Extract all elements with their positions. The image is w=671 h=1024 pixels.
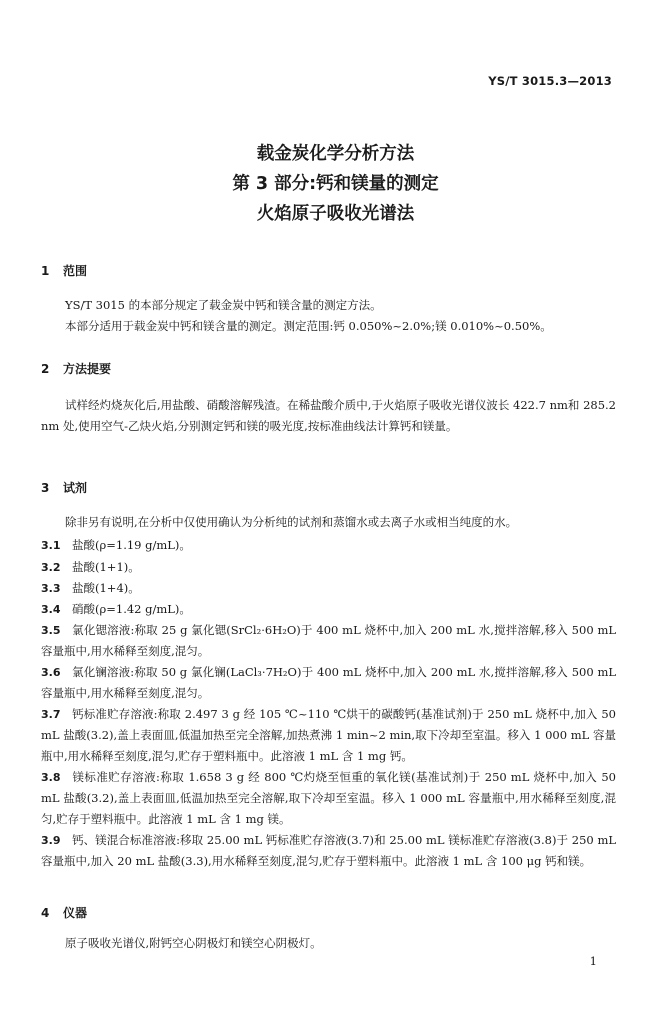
section-title: 仪器 (63, 906, 88, 920)
section-title: 方法提要 (63, 362, 112, 376)
section-3-paragraph-1: 除非另有说明,在分析中仅使用确认为分析纯的试剂和蒸馏水或去离子水或相当纯度的水。 (65, 515, 518, 529)
list-item-3-5: 3.5 氯化锶溶液:称取 25 g 氯化锶(SrCl₂·6H₂O)于 400 mL 烧杯中,加入 200 mL 水,搅拌溶解,移入 500 mL 容量瓶中,用水稀释至刻度,混匀。 (41, 623, 616, 658)
standard-code: YS/T 3015.3—2013 (488, 74, 612, 88)
section-title: 试剂 (63, 481, 88, 495)
section-number: 4 (41, 906, 50, 920)
list-item-3-9: 3.9 钙、镁混合标准溶液:移取 25.00 mL 钙标准贮存溶液(3.7)和 25.00 mL 镁标准贮存溶液(3.8)于 250 mL 容量瓶中,加入 20 mL 盐酸(3.3),用水稀释至刻度,混匀,贮存于塑料瓶中。此溶液 1 mL 含 100 μg 钙和镁。 (41, 833, 616, 868)
title-line-1: 载金炭化学分析方法 (256, 144, 415, 164)
list-item-3-8: 3.8 镁标准贮存溶液:称取 1.658 3 g 经 800 ℃灼烧至恒重的氧化镁(基准试剂)于 250 mL 烧杯中,加入 50 mL 盐酸(3.2),盖上表面皿,低温加热至完全溶解,取下冷却至室温。移入 1 000 mL 容量瓶中,用水稀释至刻度,混匀,贮存于塑料瓶中。此溶液 1 mL 含 1 mg 镁。 (41, 770, 616, 826)
section-1-paragraph-1: YS/T 3015 的本部分规定了载金炭中钙和镁含量的测定方法。 (65, 298, 382, 312)
section-1-heading (41, 262, 87, 279)
section-2-heading (41, 360, 111, 377)
list-item-3-6: 3.6 氯化镧溶液:称取 50 g 氯化镧(LaCl₃·7H₂O)于 400 mL 烧杯中,加入 200 mL 水,搅拌溶解,移入 500 mL 容量瓶中,用水稀释至刻度,混匀。 (41, 665, 616, 700)
section-4-heading (41, 904, 87, 921)
list-item-3-1: 3.1 盐酸(ρ=1.19 g/mL)。 (41, 538, 191, 552)
section-4-paragraph-1: 原子吸收光谱仪,附钙空心阴极灯和镁空心阴极灯。 (65, 936, 322, 950)
section-number: 3 (41, 481, 50, 495)
section-3-heading (41, 479, 87, 496)
page-number: 1 (589, 954, 597, 968)
title-line-2: 第 3 部分:钙和镁量的测定 (232, 174, 439, 194)
section-number: 1 (41, 264, 50, 278)
section-2-paragraph-1: 试样经灼烧灰化后,用盐酸、硝酸溶解残渣。在稀盐酸介质中,于火焰原子吸收光谱仪波长 422.7 nm和 285.2 nm 处,使用空气-乙炔火焰,分别测定钙和镁的吸光度,按标准曲线法计算钙和镁量。 (41, 398, 616, 433)
list-item-3-2: 3.2 盐酸(1+1)。 (41, 560, 140, 574)
section-number: 2 (41, 362, 50, 376)
title-line-3: 火焰原子吸收光谱法 (256, 204, 415, 224)
section-1-paragraph-2: 本部分适用于载金炭中钙和镁含量的测定。测定范围:钙 0.050%~2.0%;镁 0.010%~0.50%。 (65, 319, 552, 333)
list-item-3-4: 3.4 硝酸(ρ=1.42 g/mL)。 (41, 602, 191, 616)
list-item-3-7: 3.7 钙标准贮存溶液:称取 2.497 3 g 经 105 ℃~110 ℃烘干的碳酸钙(基准试剂)于 250 mL 烧杯中,加入 50 mL 盐酸(3.2),盖上表面皿,低温加热至完全溶解,加热煮沸 1 min~2 min,取下冷却至室温。移入 1 000 mL 容量瓶中,用水稀释至刻度,混匀,贮存于塑料瓶中。此溶液 1 mL 含 1 mg 钙。 (41, 707, 616, 763)
list-item-3-3: 3.3 盐酸(1+4)。 (41, 581, 140, 595)
section-title: 范围 (63, 264, 88, 278)
